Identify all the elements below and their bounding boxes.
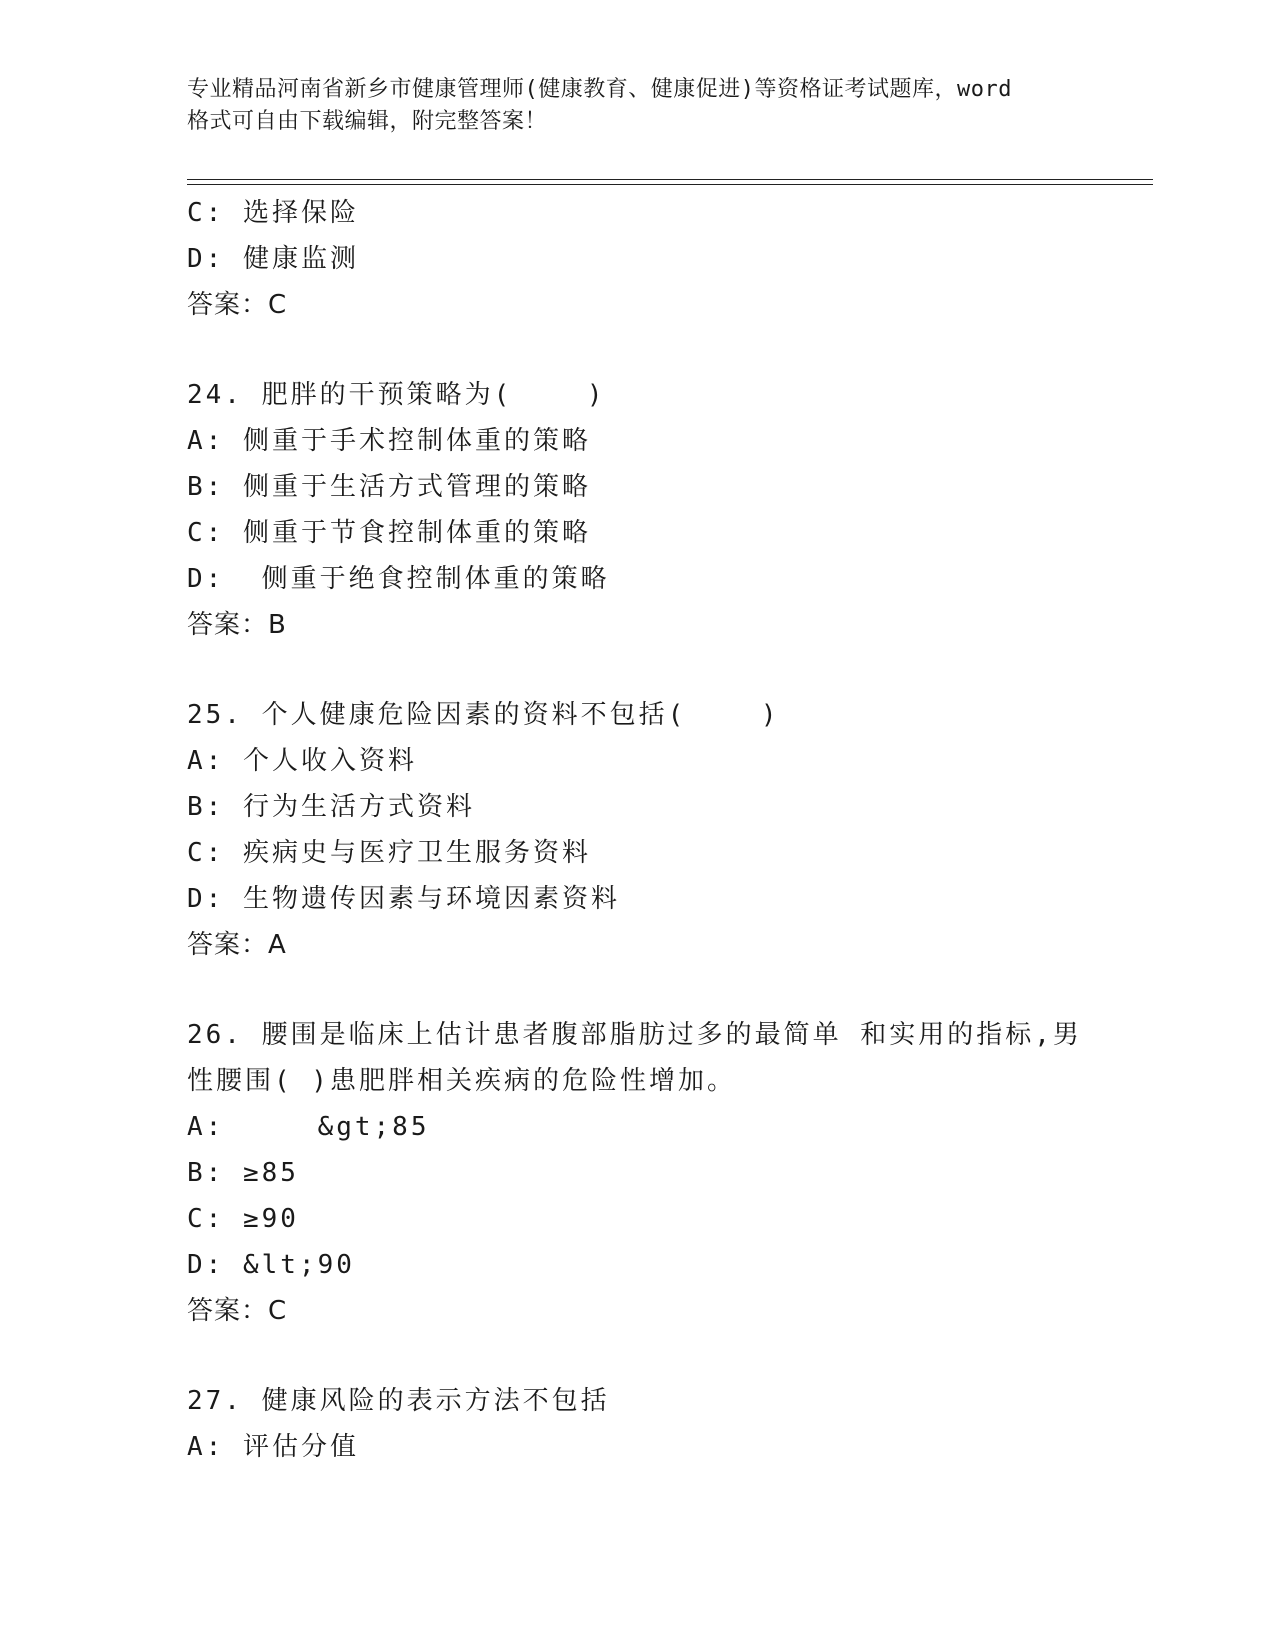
header-rule-top: [187, 179, 1153, 180]
question-stem-line-2: 性腰围( )患肥胖相关疾病的危险性增加。: [187, 1066, 736, 1096]
question-stem: 24. 肥胖的干预策略为( ): [187, 380, 606, 410]
header-line-1: 专业精品河南省新乡市健康管理师(健康教育、健康促进)等资格证考试题库，word: [187, 77, 1012, 102]
option-b: B: 行为生活方式资料: [187, 792, 475, 822]
document-header: [187, 74, 1087, 138]
answer-line: 答案：C: [187, 1296, 288, 1326]
question-stem: 25. 个人健康危险因素的资料不包括( ): [187, 700, 780, 730]
option-c: C: 侧重于节食控制体重的策略: [187, 518, 591, 548]
option-d: D: &lt;90: [187, 1250, 355, 1280]
question-23-continuation: [187, 190, 1087, 328]
option-d: D: 侧重于绝食控制体重的策略: [187, 564, 610, 594]
option-c: C: 疾病史与医疗卫生服务资料: [187, 838, 591, 868]
option-c: C: 选择保险: [187, 198, 359, 228]
question-stem: 27. 健康风险的表示方法不包括: [187, 1386, 610, 1416]
answer-line: 答案：C: [187, 290, 288, 320]
option-a: A: 评估分值: [187, 1432, 359, 1462]
header-line-2: 格式可自由下载编辑，附完整答案！: [187, 109, 548, 134]
option-a: A: 侧重于手术控制体重的策略: [187, 426, 591, 456]
option-a: A: 个人收入资料: [187, 746, 417, 776]
header-rule-bottom: [187, 184, 1153, 185]
document-body: [187, 190, 1087, 1470]
question-26: [187, 1012, 1087, 1334]
option-d: D: 健康监测: [187, 244, 359, 274]
option-b: B: ≥85: [187, 1158, 299, 1188]
question-stem-line-1: 26. 腰围是临床上估计患者腹部脂肪过多的最简单 和实用的指标,男: [187, 1020, 1082, 1050]
option-c: C: ≥90: [187, 1204, 299, 1234]
question-27: [187, 1378, 1087, 1470]
option-d: D: 生物遗传因素与环境因素资料: [187, 884, 620, 914]
option-b: B: 侧重于生活方式管理的策略: [187, 472, 591, 502]
option-a: A: &gt;85: [187, 1112, 430, 1142]
answer-line: 答案：B: [187, 610, 287, 640]
question-24: [187, 372, 1087, 648]
question-25: [187, 692, 1087, 968]
answer-line: 答案：A: [187, 930, 287, 960]
